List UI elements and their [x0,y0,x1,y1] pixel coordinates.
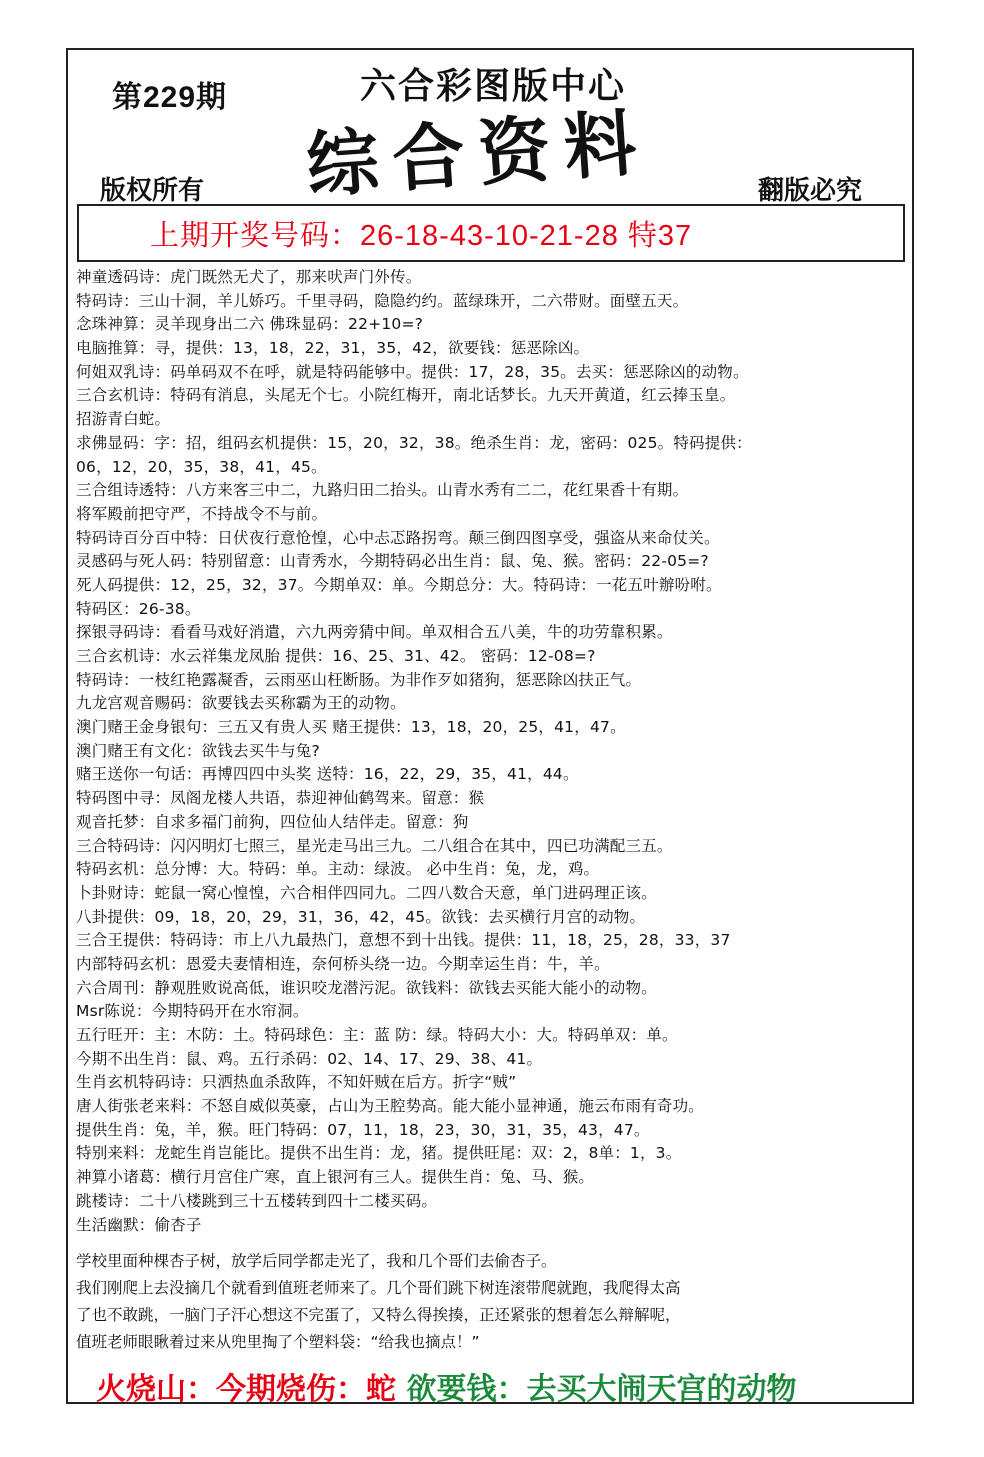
content-line: 特码诗：一枝红艳露凝香，云雨巫山枉断肠。为非作歹如猪狗，惩恶除凶扶正气。 [76,670,642,689]
footer-money-tip: 欲要钱：去买大闹天宫的动物 [406,1372,797,1407]
content-line: 生肖玄机特码诗：只洒热血杀敌阵，不知奸贼在后方。折字“贼” [76,1073,517,1092]
footer-fire-mountain: 火烧山：今期烧伤：蛇 [96,1372,396,1407]
content-line: 三合玄机诗：特码有消息，头尾无个七。小院红梅开，南北话梦长。九天开黄道，红云捧玉皇。 [76,386,736,405]
center-title: 六合彩图版中心 [360,65,627,107]
content-line: Msr陈说：今期特码开在水帘洞。 [76,1002,309,1021]
content-line: 三合玄机诗：水云祥集龙凤胎 提供：16、25、31、42。 密码：12-08=? [76,647,596,665]
content-line: 特码诗百分百中特：日伏夜行意怆惶，心中忐忑路拐弯。颠三倒四图享受，强盗从来命仗关。 [76,528,720,547]
content-line: 特码图中寻：凤阁龙楼人共语，恭迎神仙鹤驾来。留意：猴 [76,789,485,808]
content-line: 六合周刊：静观胜败说高低，谁识咬龙潜污泥。欲钱料：欲钱去买能大能小的动物。 [76,978,657,997]
content-line: 将军殿前把守严，不持战令不与前。 [76,504,328,523]
content-line: 三合特码诗：闪闪明灯七照三，星光走马出三九。二八组合在其中，四已功满配三五。 [76,836,673,855]
issue-number: 第229期 [112,81,228,114]
content-line: 死人码提供：12，25，32，37。今期单双：单。今期总分：大。特码诗：一花五叶辦吩咐。 [76,575,722,594]
content-line: 提供生肖：兔，羊，猴。旺门特码：07，11，18，23，30，31，35，43，47。 [76,1120,650,1139]
content-line: 特码区：26-38。 [76,599,201,618]
content-line: 三合王提供：特码诗：市上八九最热门，意想不到十出钱。提供：11，18，25，28，33，37 [76,931,731,950]
content-lines [76,266,906,1237]
big-title: 综合资料 [303,99,653,209]
content-line: 赌王送你一句话：再博四四中头奖 送特：16，22，29，35，41，44。 [76,765,579,784]
footer-banner [96,1364,796,1408]
content-line: 06，12，20，35，38，41，45。 [76,457,327,476]
content-line: 九龙宫观音赐码：欲要钱去买称霸为王的动物。 [76,694,406,713]
content-line: 内部特码玄机：恩爱夫妻情相连，奈何桥头绕一边。今期幸运生肖：牛，羊。 [76,954,610,973]
content-line: 跳楼诗：二十八楼跳到三十五楼转到四十二楼买码。 [76,1191,438,1210]
content-line: 特码玄机：总分博：大。特码：单。主动：绿波。 必中生肖：兔，龙，鸡。 [76,860,600,879]
content-line: 神算小诸葛：横行月宫住广寒，直上银河有三人。提供生肖：兔、马、猴。 [76,1168,595,1187]
content-line: 唐人街张老来料：不怒自威似英豪，占山为王腔势高。能大能小显神通，施云布雨有奇功。 [76,1097,705,1116]
story-line: 值班老师眼瞅着过来从兜里掏了个塑料袋：“给我也摘点！” [76,1333,480,1351]
content-line: 特码诗：三山十洞，羊儿娇巧。千里寻码，隐隐约约。蓝绿珠开，二六带财。面壁五天。 [76,291,689,310]
content-line: 今期不出生肖：鼠、鸡。五行杀码：02、14、17、29、38、41。 [76,1049,543,1068]
content-line: 探银寻码诗：看看马戏好消遣，六九两旁猜中间。单双相合五八美，牛的功劳靠积累。 [76,623,673,642]
content-line: 招游青白蛇。 [76,410,171,429]
content-line: 澳门赌王金身银句：三五又有贵人买 赌王提供：13，18，20，25，41，47。 [76,718,626,737]
content-line: 澳门赌王有文化：欲钱去买牛与兔? [76,741,320,760]
humor-story [76,1248,906,1356]
content-line: 八卦提供：09，18，20，29，31，36，42，45。欲钱：去买横行月宫的动物。 [76,907,646,926]
story-line: 学校里面种棵杏子树，放学后同学都走光了，我和几个哥们去偷杏子。 [76,1252,557,1270]
anti-piracy-label: 翻版必究 [758,176,863,206]
story-line: 我们刚爬上去没摘几个就看到值班老师来了。几个哥们跳下树连滚带爬就跑，我爬得太高 [76,1279,681,1297]
story-line: 了也不敢跳，一脑门子汗心想这不完蛋了，又特么得挨揍，正还紧张的想着怎么辩解呢， [76,1306,681,1324]
content-line: 三合组诗透特：八方来客三中二，九路归田二抬头。山青水秀有二二，花红果香十有期。 [76,481,689,500]
content-line: 五行旺开：主：木防：土。特码球色：主：蓝 防：绿。特码大小：大。特码单双：单。 [76,1026,678,1044]
content-line: 念珠神算：灵羊现身出二六 佛珠显码：22+10=? [76,315,424,334]
last-draw-numbers: 上期开奖号码：26-18-43-10-21-28 特37 [150,220,693,252]
content-line: 观音托梦：自求多福门前狗，四位仙人结伴走。留意：狗 [76,812,469,831]
content-line: 灵感码与死人码：特别留意：山青秀水，今期特码必出生肖：鼠、兔、猴。密码：22-05=? [76,552,709,571]
content-line: 神童透码诗：虎门既然无犬了，那来吠声门外传。 [76,268,422,286]
content-line: 求佛显码：字：招，组码玄机提供：15，20，32，38。绝杀生肖：龙，密码：025。特码提供： [76,433,752,452]
content-line: 生活幽默：偷杏子 [76,1215,202,1234]
copyright-label: 版权所有 [100,176,205,206]
content-line: 电脑推算：寻，提供：13，18，22，31，35，42，欲要钱：惩恶除凶。 [76,339,590,358]
content-line: 卜卦财诗：蛇鼠一窝心惶惶，六合相伴四同九。二四八数合天意，单门进码理正该。 [76,883,657,902]
content-line: 特别来料：龙蛇生肖岂能比。提供不出生肖：龙，猪。提供旺尾：双：2，8单：1，3。 [76,1144,682,1163]
content-line: 何姐双乳诗：码单码双不在呼，就是特码能够中。提供：17，28，35。去买：惩恶除凶的动物。 [76,362,749,381]
